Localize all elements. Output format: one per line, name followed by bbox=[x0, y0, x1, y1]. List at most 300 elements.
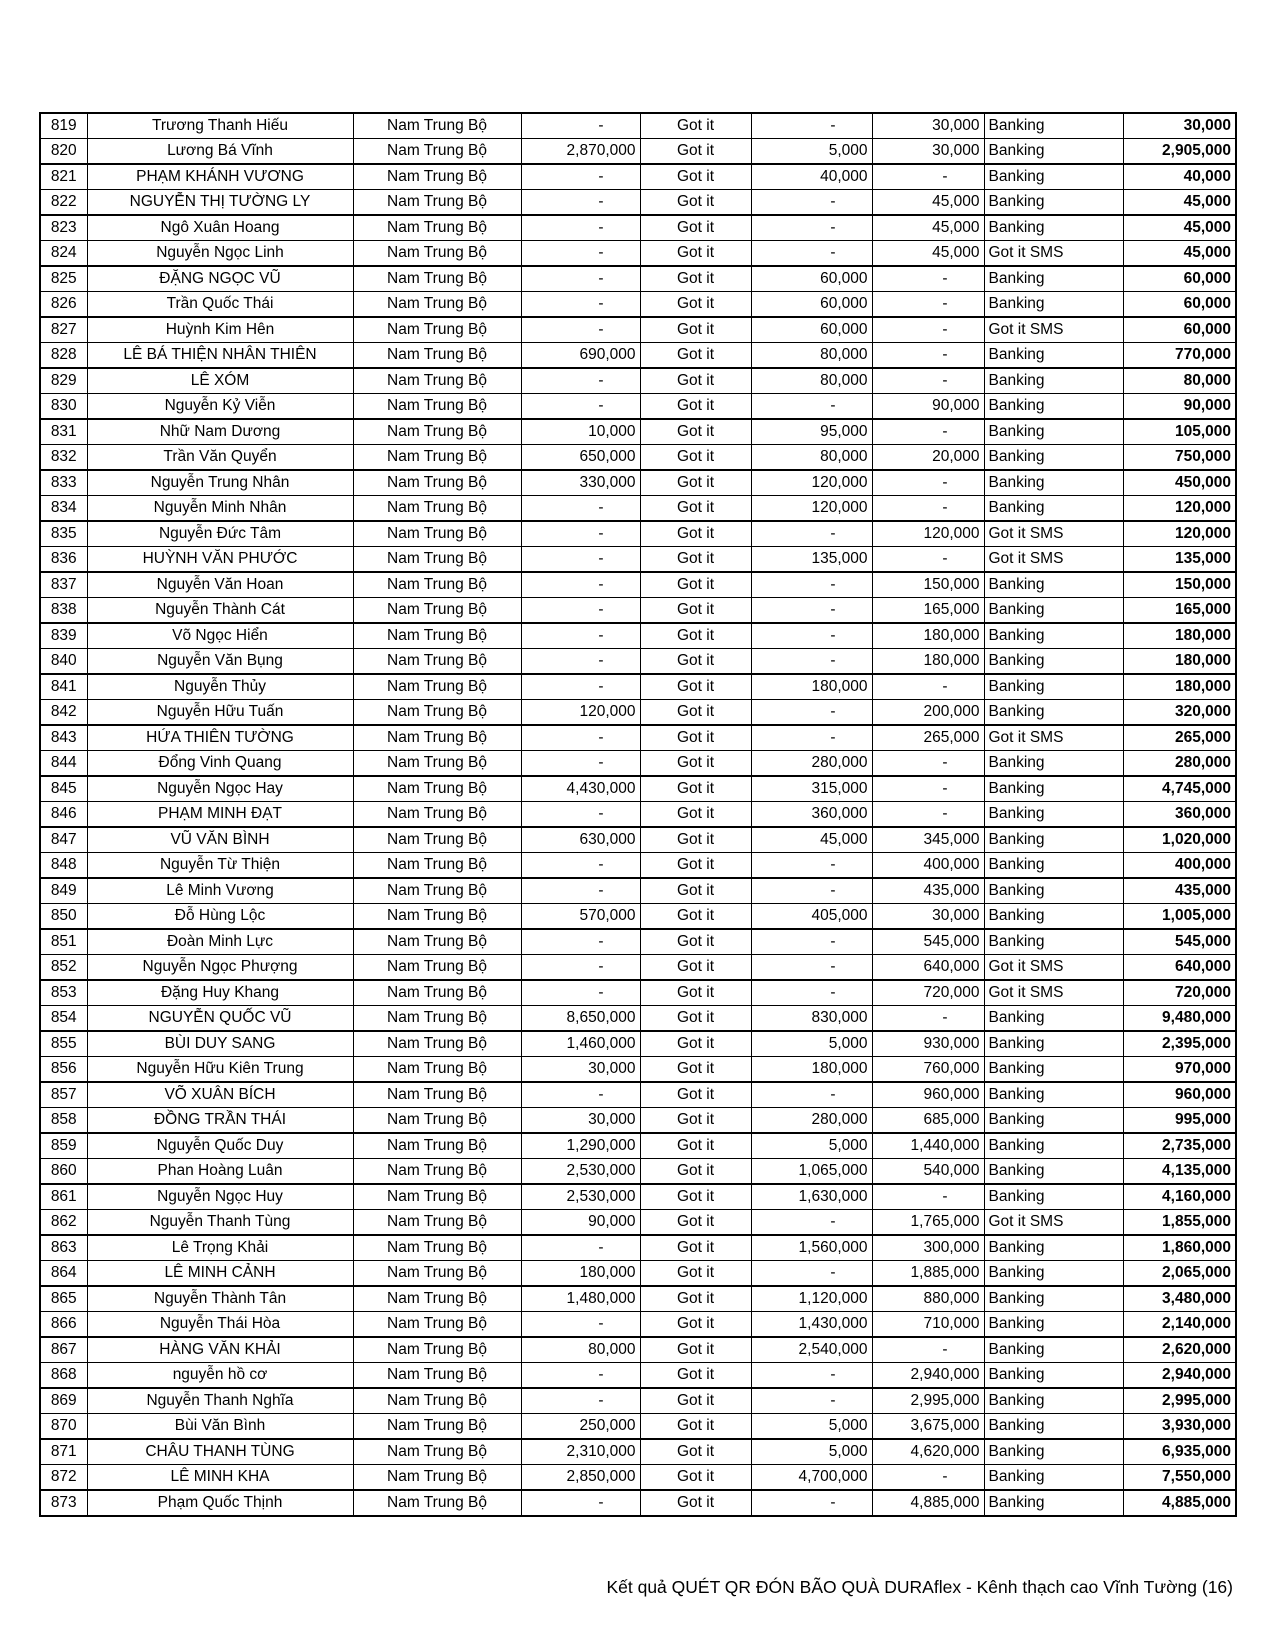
cell-total: 30,000 bbox=[1123, 113, 1236, 139]
cell-name: Nguyễn Trung Nhân bbox=[87, 470, 353, 496]
cell-status: Got it bbox=[640, 343, 751, 369]
cell-row-number: 869 bbox=[40, 1388, 87, 1414]
cell-amount-1: 120,000 bbox=[521, 700, 640, 726]
table-row bbox=[40, 1465, 1236, 1491]
cell-status: Got it bbox=[640, 521, 751, 547]
cell-name: NGUYỄN QUỐC VŨ bbox=[87, 1006, 353, 1032]
table-row bbox=[40, 1159, 1236, 1185]
cell-row-number: 828 bbox=[40, 343, 87, 369]
cell-region: Nam Trung Bộ bbox=[353, 1210, 521, 1236]
cell-name: Nguyễn Quốc Duy bbox=[87, 1133, 353, 1159]
cell-region: Nam Trung Bộ bbox=[353, 955, 521, 981]
cell-row-number: 860 bbox=[40, 1159, 87, 1185]
cell-row-number: 850 bbox=[40, 904, 87, 930]
table-row bbox=[40, 853, 1236, 879]
cell-row-number: 827 bbox=[40, 317, 87, 343]
cell-row-number: 821 bbox=[40, 164, 87, 190]
table-row bbox=[40, 368, 1236, 394]
cell-amount-1: 2,310,000 bbox=[521, 1439, 640, 1465]
cell-channel: Got it SMS bbox=[984, 980, 1123, 1006]
cell-region: Nam Trung Bộ bbox=[353, 1108, 521, 1134]
cell-amount-3: 1,885,000 bbox=[872, 1261, 984, 1287]
cell-amount-2: - bbox=[751, 1388, 872, 1414]
cell-channel: Banking bbox=[984, 572, 1123, 598]
table-row bbox=[40, 445, 1236, 471]
cell-region: Nam Trung Bộ bbox=[353, 776, 521, 802]
cell-status: Got it bbox=[640, 649, 751, 675]
cell-total: 45,000 bbox=[1123, 241, 1236, 267]
cell-status: Got it bbox=[640, 827, 751, 853]
cell-total: 2,140,000 bbox=[1123, 1312, 1236, 1338]
cell-amount-2: - bbox=[751, 929, 872, 955]
cell-channel: Banking bbox=[984, 751, 1123, 777]
cell-status: Got it bbox=[640, 1133, 751, 1159]
cell-channel: Banking bbox=[984, 598, 1123, 624]
cell-channel: Banking bbox=[984, 649, 1123, 675]
cell-region: Nam Trung Bộ bbox=[353, 1133, 521, 1159]
cell-channel: Banking bbox=[984, 215, 1123, 241]
cell-amount-2: - bbox=[751, 394, 872, 420]
cell-region: Nam Trung Bộ bbox=[353, 1031, 521, 1057]
cell-amount-1: 630,000 bbox=[521, 827, 640, 853]
cell-total: 640,000 bbox=[1123, 955, 1236, 981]
table-row bbox=[40, 215, 1236, 241]
cell-channel: Banking bbox=[984, 827, 1123, 853]
cell-amount-1: - bbox=[521, 241, 640, 267]
cell-status: Got it bbox=[640, 904, 751, 930]
cell-row-number: 822 bbox=[40, 190, 87, 216]
table-row bbox=[40, 266, 1236, 292]
cell-amount-1: 250,000 bbox=[521, 1414, 640, 1440]
cell-name: LÊ MINH CẢNH bbox=[87, 1261, 353, 1287]
cell-amount-3: - bbox=[872, 1337, 984, 1363]
cell-region: Nam Trung Bộ bbox=[353, 368, 521, 394]
cell-amount-1: 30,000 bbox=[521, 1057, 640, 1083]
cell-amount-1: - bbox=[521, 1388, 640, 1414]
cell-total: 2,735,000 bbox=[1123, 1133, 1236, 1159]
cell-channel: Banking bbox=[984, 623, 1123, 649]
cell-status: Got it bbox=[640, 751, 751, 777]
table-row bbox=[40, 1286, 1236, 1312]
cell-name: BÙI DUY SANG bbox=[87, 1031, 353, 1057]
table-row bbox=[40, 572, 1236, 598]
cell-row-number: 872 bbox=[40, 1465, 87, 1491]
cell-total: 4,885,000 bbox=[1123, 1490, 1236, 1516]
cell-amount-2: - bbox=[751, 878, 872, 904]
cell-amount-1: - bbox=[521, 802, 640, 828]
cell-total: 135,000 bbox=[1123, 547, 1236, 573]
cell-channel: Banking bbox=[984, 394, 1123, 420]
cell-total: 450,000 bbox=[1123, 470, 1236, 496]
cell-amount-3: 545,000 bbox=[872, 929, 984, 955]
cell-name: VŨ VĂN BÌNH bbox=[87, 827, 353, 853]
cell-amount-2: - bbox=[751, 113, 872, 139]
cell-name: Nguyễn Từ Thiện bbox=[87, 853, 353, 879]
cell-name: Nguyễn Ngọc Linh bbox=[87, 241, 353, 267]
cell-channel: Banking bbox=[984, 1159, 1123, 1185]
cell-amount-1: - bbox=[521, 215, 640, 241]
cell-channel: Banking bbox=[984, 1082, 1123, 1108]
cell-amount-1: - bbox=[521, 598, 640, 624]
cell-amount-3: 45,000 bbox=[872, 241, 984, 267]
cell-channel: Banking bbox=[984, 190, 1123, 216]
cell-amount-3: 760,000 bbox=[872, 1057, 984, 1083]
cell-amount-2: 95,000 bbox=[751, 419, 872, 445]
cell-amount-1: - bbox=[521, 394, 640, 420]
cell-amount-2: 45,000 bbox=[751, 827, 872, 853]
cell-amount-2: - bbox=[751, 572, 872, 598]
table-row bbox=[40, 725, 1236, 751]
cell-amount-3: 960,000 bbox=[872, 1082, 984, 1108]
cell-channel: Banking bbox=[984, 343, 1123, 369]
cell-name: Nguyễn Ngọc Huy bbox=[87, 1184, 353, 1210]
cell-name: HUỲNH VĂN PHƯỚC bbox=[87, 547, 353, 573]
cell-channel: Banking bbox=[984, 1057, 1123, 1083]
table-row bbox=[40, 1414, 1236, 1440]
cell-channel: Banking bbox=[984, 368, 1123, 394]
cell-region: Nam Trung Bộ bbox=[353, 827, 521, 853]
table-row bbox=[40, 802, 1236, 828]
table-row bbox=[40, 1184, 1236, 1210]
cell-amount-1: 4,430,000 bbox=[521, 776, 640, 802]
cell-status: Got it bbox=[640, 572, 751, 598]
cell-channel: Banking bbox=[984, 1261, 1123, 1287]
cell-channel: Banking bbox=[984, 496, 1123, 522]
cell-amount-3: - bbox=[872, 266, 984, 292]
cell-status: Got it bbox=[640, 394, 751, 420]
cell-name: NGUYỄN THỊ TƯỜNG LY bbox=[87, 190, 353, 216]
cell-channel: Got it SMS bbox=[984, 725, 1123, 751]
table-row bbox=[40, 929, 1236, 955]
cell-amount-3: 930,000 bbox=[872, 1031, 984, 1057]
cell-total: 180,000 bbox=[1123, 649, 1236, 675]
cell-total: 9,480,000 bbox=[1123, 1006, 1236, 1032]
cell-amount-2: 4,700,000 bbox=[751, 1465, 872, 1491]
cell-name: Nguyễn Hữu Kiên Trung bbox=[87, 1057, 353, 1083]
cell-amount-1: - bbox=[521, 190, 640, 216]
table-row bbox=[40, 190, 1236, 216]
cell-amount-3: - bbox=[872, 496, 984, 522]
cell-name: Nguyễn Thủy bbox=[87, 674, 353, 700]
cell-name: Lương Bá Vĩnh bbox=[87, 139, 353, 165]
cell-name: Nguyễn Thành Tân bbox=[87, 1286, 353, 1312]
cell-amount-2: 315,000 bbox=[751, 776, 872, 802]
cell-row-number: 829 bbox=[40, 368, 87, 394]
cell-name: Trần Văn Quyển bbox=[87, 445, 353, 471]
cell-row-number: 839 bbox=[40, 623, 87, 649]
cell-row-number: 823 bbox=[40, 215, 87, 241]
cell-amount-2: 405,000 bbox=[751, 904, 872, 930]
cell-row-number: 838 bbox=[40, 598, 87, 624]
cell-amount-3: - bbox=[872, 802, 984, 828]
cell-total: 2,905,000 bbox=[1123, 139, 1236, 165]
cell-amount-3: - bbox=[872, 674, 984, 700]
cell-status: Got it bbox=[640, 1388, 751, 1414]
cell-status: Got it bbox=[640, 598, 751, 624]
cell-amount-1: - bbox=[521, 572, 640, 598]
cell-status: Got it bbox=[640, 1261, 751, 1287]
cell-amount-3: 45,000 bbox=[872, 190, 984, 216]
table-row bbox=[40, 623, 1236, 649]
cell-amount-3: - bbox=[872, 1184, 984, 1210]
cell-total: 1,855,000 bbox=[1123, 1210, 1236, 1236]
cell-amount-2: 135,000 bbox=[751, 547, 872, 573]
cell-region: Nam Trung Bộ bbox=[353, 674, 521, 700]
cell-amount-2: 360,000 bbox=[751, 802, 872, 828]
cell-name: Nguyễn Thanh Nghĩa bbox=[87, 1388, 353, 1414]
table-row bbox=[40, 139, 1236, 165]
cell-amount-1: - bbox=[521, 853, 640, 879]
cell-region: Nam Trung Bộ bbox=[353, 1057, 521, 1083]
cell-channel: Got it SMS bbox=[984, 955, 1123, 981]
table-row bbox=[40, 1490, 1236, 1516]
cell-row-number: 826 bbox=[40, 292, 87, 318]
cell-amount-2: 1,630,000 bbox=[751, 1184, 872, 1210]
cell-channel: Banking bbox=[984, 1388, 1123, 1414]
cell-region: Nam Trung Bộ bbox=[353, 547, 521, 573]
cell-amount-1: - bbox=[521, 1312, 640, 1338]
cell-region: Nam Trung Bộ bbox=[353, 190, 521, 216]
cell-row-number: 824 bbox=[40, 241, 87, 267]
table-row bbox=[40, 1388, 1236, 1414]
cell-amount-3: 200,000 bbox=[872, 700, 984, 726]
cell-name: Nguyễn Ngọc Phượng bbox=[87, 955, 353, 981]
cell-amount-3: 720,000 bbox=[872, 980, 984, 1006]
cell-amount-3: - bbox=[872, 164, 984, 190]
cell-row-number: 835 bbox=[40, 521, 87, 547]
cell-status: Got it bbox=[640, 1439, 751, 1465]
cell-region: Nam Trung Bộ bbox=[353, 1465, 521, 1491]
cell-amount-3: 120,000 bbox=[872, 521, 984, 547]
cell-name: Nguyễn Thanh Tùng bbox=[87, 1210, 353, 1236]
cell-amount-2: 1,430,000 bbox=[751, 1312, 872, 1338]
cell-status: Got it bbox=[640, 368, 751, 394]
cell-status: Got it bbox=[640, 955, 751, 981]
cell-total: 4,160,000 bbox=[1123, 1184, 1236, 1210]
cell-amount-1: 570,000 bbox=[521, 904, 640, 930]
cell-name: Ngô Xuân Hoang bbox=[87, 215, 353, 241]
cell-row-number: 868 bbox=[40, 1363, 87, 1389]
cell-name: Bùi Văn Bình bbox=[87, 1414, 353, 1440]
cell-name: Nguyễn Ngọc Hay bbox=[87, 776, 353, 802]
table-row bbox=[40, 674, 1236, 700]
cell-row-number: 867 bbox=[40, 1337, 87, 1363]
cell-amount-3: 150,000 bbox=[872, 572, 984, 598]
cell-region: Nam Trung Bộ bbox=[353, 241, 521, 267]
table-row bbox=[40, 955, 1236, 981]
cell-total: 400,000 bbox=[1123, 853, 1236, 879]
cell-row-number: 840 bbox=[40, 649, 87, 675]
cell-amount-1: 1,460,000 bbox=[521, 1031, 640, 1057]
cell-amount-3: 540,000 bbox=[872, 1159, 984, 1185]
cell-channel: Banking bbox=[984, 1286, 1123, 1312]
cell-channel: Banking bbox=[984, 700, 1123, 726]
cell-amount-2: 60,000 bbox=[751, 266, 872, 292]
cell-name: Đỗ Hùng Lộc bbox=[87, 904, 353, 930]
table-row bbox=[40, 1235, 1236, 1261]
cell-region: Nam Trung Bộ bbox=[353, 598, 521, 624]
cell-amount-3: 345,000 bbox=[872, 827, 984, 853]
cell-name: LÊ MINH KHA bbox=[87, 1465, 353, 1491]
cell-row-number: 852 bbox=[40, 955, 87, 981]
cell-name: Phan Hoàng Luân bbox=[87, 1159, 353, 1185]
cell-amount-3: - bbox=[872, 343, 984, 369]
cell-channel: Banking bbox=[984, 904, 1123, 930]
cell-amount-2: 180,000 bbox=[751, 1057, 872, 1083]
cell-status: Got it bbox=[640, 317, 751, 343]
cell-total: 360,000 bbox=[1123, 802, 1236, 828]
cell-row-number: 842 bbox=[40, 700, 87, 726]
cell-amount-1: 30,000 bbox=[521, 1108, 640, 1134]
cell-row-number: 871 bbox=[40, 1439, 87, 1465]
cell-name: Lê Trọng Khải bbox=[87, 1235, 353, 1261]
cell-amount-2: 1,560,000 bbox=[751, 1235, 872, 1261]
cell-region: Nam Trung Bộ bbox=[353, 1388, 521, 1414]
cell-region: Nam Trung Bộ bbox=[353, 853, 521, 879]
cell-total: 7,550,000 bbox=[1123, 1465, 1236, 1491]
cell-name: HỨA THIÊN TƯỜNG bbox=[87, 725, 353, 751]
cell-row-number: 825 bbox=[40, 266, 87, 292]
cell-row-number: 841 bbox=[40, 674, 87, 700]
cell-row-number: 836 bbox=[40, 547, 87, 573]
cell-status: Got it bbox=[640, 164, 751, 190]
cell-amount-1: 1,290,000 bbox=[521, 1133, 640, 1159]
table-row bbox=[40, 598, 1236, 624]
cell-name: Võ Ngọc Hiển bbox=[87, 623, 353, 649]
cell-amount-1: - bbox=[521, 521, 640, 547]
cell-region: Nam Trung Bộ bbox=[353, 496, 521, 522]
cell-channel: Banking bbox=[984, 1490, 1123, 1516]
cell-amount-3: 180,000 bbox=[872, 649, 984, 675]
cell-total: 3,480,000 bbox=[1123, 1286, 1236, 1312]
cell-row-number: 832 bbox=[40, 445, 87, 471]
cell-total: 750,000 bbox=[1123, 445, 1236, 471]
cell-amount-2: - bbox=[751, 215, 872, 241]
cell-amount-1: 2,530,000 bbox=[521, 1184, 640, 1210]
cell-amount-3: 165,000 bbox=[872, 598, 984, 624]
cell-row-number: 870 bbox=[40, 1414, 87, 1440]
cell-channel: Banking bbox=[984, 113, 1123, 139]
table-row bbox=[40, 113, 1236, 139]
cell-status: Got it bbox=[640, 215, 751, 241]
cell-amount-2: 1,065,000 bbox=[751, 1159, 872, 1185]
cell-total: 90,000 bbox=[1123, 394, 1236, 420]
cell-row-number: 853 bbox=[40, 980, 87, 1006]
cell-status: Got it bbox=[640, 292, 751, 318]
cell-total: 280,000 bbox=[1123, 751, 1236, 777]
cell-channel: Banking bbox=[984, 1133, 1123, 1159]
cell-total: 180,000 bbox=[1123, 623, 1236, 649]
cell-region: Nam Trung Bộ bbox=[353, 1184, 521, 1210]
cell-total: 2,995,000 bbox=[1123, 1388, 1236, 1414]
cell-region: Nam Trung Bộ bbox=[353, 445, 521, 471]
cell-total: 3,930,000 bbox=[1123, 1414, 1236, 1440]
cell-name: Phạm Quốc Thịnh bbox=[87, 1490, 353, 1516]
cell-total: 2,065,000 bbox=[1123, 1261, 1236, 1287]
cell-amount-3: 435,000 bbox=[872, 878, 984, 904]
cell-status: Got it bbox=[640, 113, 751, 139]
cell-amount-3: 3,675,000 bbox=[872, 1414, 984, 1440]
cell-row-number: 837 bbox=[40, 572, 87, 598]
cell-amount-3: 685,000 bbox=[872, 1108, 984, 1134]
cell-status: Got it bbox=[640, 1057, 751, 1083]
cell-amount-1: 1,480,000 bbox=[521, 1286, 640, 1312]
cell-row-number: 854 bbox=[40, 1006, 87, 1032]
cell-channel: Banking bbox=[984, 802, 1123, 828]
cell-name: Nguyễn Văn Hoan bbox=[87, 572, 353, 598]
cell-region: Nam Trung Bộ bbox=[353, 470, 521, 496]
cell-amount-1: - bbox=[521, 929, 640, 955]
cell-channel: Banking bbox=[984, 266, 1123, 292]
cell-name: Đoàn Minh Lực bbox=[87, 929, 353, 955]
cell-amount-1: 650,000 bbox=[521, 445, 640, 471]
cell-name: Lê Minh Vương bbox=[87, 878, 353, 904]
cell-name: Nguyễn Minh Nhân bbox=[87, 496, 353, 522]
cell-amount-1: - bbox=[521, 113, 640, 139]
cell-channel: Banking bbox=[984, 1363, 1123, 1389]
cell-channel: Banking bbox=[984, 674, 1123, 700]
cell-amount-1: 80,000 bbox=[521, 1337, 640, 1363]
cell-amount-2: 280,000 bbox=[751, 751, 872, 777]
cell-amount-2: 80,000 bbox=[751, 368, 872, 394]
cell-amount-2: 830,000 bbox=[751, 1006, 872, 1032]
cell-name: PHẠM KHÁNH VƯƠNG bbox=[87, 164, 353, 190]
table-row bbox=[40, 470, 1236, 496]
cell-status: Got it bbox=[640, 1235, 751, 1261]
cell-channel: Banking bbox=[984, 139, 1123, 165]
cell-channel: Banking bbox=[984, 1414, 1123, 1440]
cell-status: Got it bbox=[640, 1286, 751, 1312]
cell-region: Nam Trung Bộ bbox=[353, 1363, 521, 1389]
cell-row-number: 830 bbox=[40, 394, 87, 420]
table-row bbox=[40, 1082, 1236, 1108]
cell-channel: Banking bbox=[984, 1006, 1123, 1032]
cell-region: Nam Trung Bộ bbox=[353, 751, 521, 777]
cell-amount-3: - bbox=[872, 292, 984, 318]
cell-channel: Banking bbox=[984, 470, 1123, 496]
cell-channel: Got it SMS bbox=[984, 547, 1123, 573]
cell-total: 6,935,000 bbox=[1123, 1439, 1236, 1465]
cell-region: Nam Trung Bộ bbox=[353, 1261, 521, 1287]
cell-region: Nam Trung Bộ bbox=[353, 317, 521, 343]
cell-status: Got it bbox=[640, 1363, 751, 1389]
cell-channel: Banking bbox=[984, 776, 1123, 802]
cell-row-number: 862 bbox=[40, 1210, 87, 1236]
cell-amount-1: - bbox=[521, 878, 640, 904]
cell-channel: Banking bbox=[984, 1465, 1123, 1491]
cell-amount-1: - bbox=[521, 164, 640, 190]
cell-amount-3: - bbox=[872, 368, 984, 394]
cell-amount-2: - bbox=[751, 623, 872, 649]
cell-amount-3: 265,000 bbox=[872, 725, 984, 751]
table-row bbox=[40, 878, 1236, 904]
cell-amount-2: - bbox=[751, 1363, 872, 1389]
cell-name: Nguyễn Văn Bụng bbox=[87, 649, 353, 675]
cell-amount-2: - bbox=[751, 521, 872, 547]
results-table-body bbox=[40, 113, 1236, 1516]
cell-amount-2: 5,000 bbox=[751, 1439, 872, 1465]
cell-status: Got it bbox=[640, 470, 751, 496]
table-row bbox=[40, 980, 1236, 1006]
cell-region: Nam Trung Bộ bbox=[353, 929, 521, 955]
cell-name: LÊ BÁ THIỆN NHÂN THIÊN bbox=[87, 343, 353, 369]
cell-amount-2: 2,540,000 bbox=[751, 1337, 872, 1363]
cell-name: Nguyễn Thái Hòa bbox=[87, 1312, 353, 1338]
cell-amount-1: - bbox=[521, 1235, 640, 1261]
cell-total: 995,000 bbox=[1123, 1108, 1236, 1134]
cell-total: 1,020,000 bbox=[1123, 827, 1236, 853]
cell-total: 2,620,000 bbox=[1123, 1337, 1236, 1363]
